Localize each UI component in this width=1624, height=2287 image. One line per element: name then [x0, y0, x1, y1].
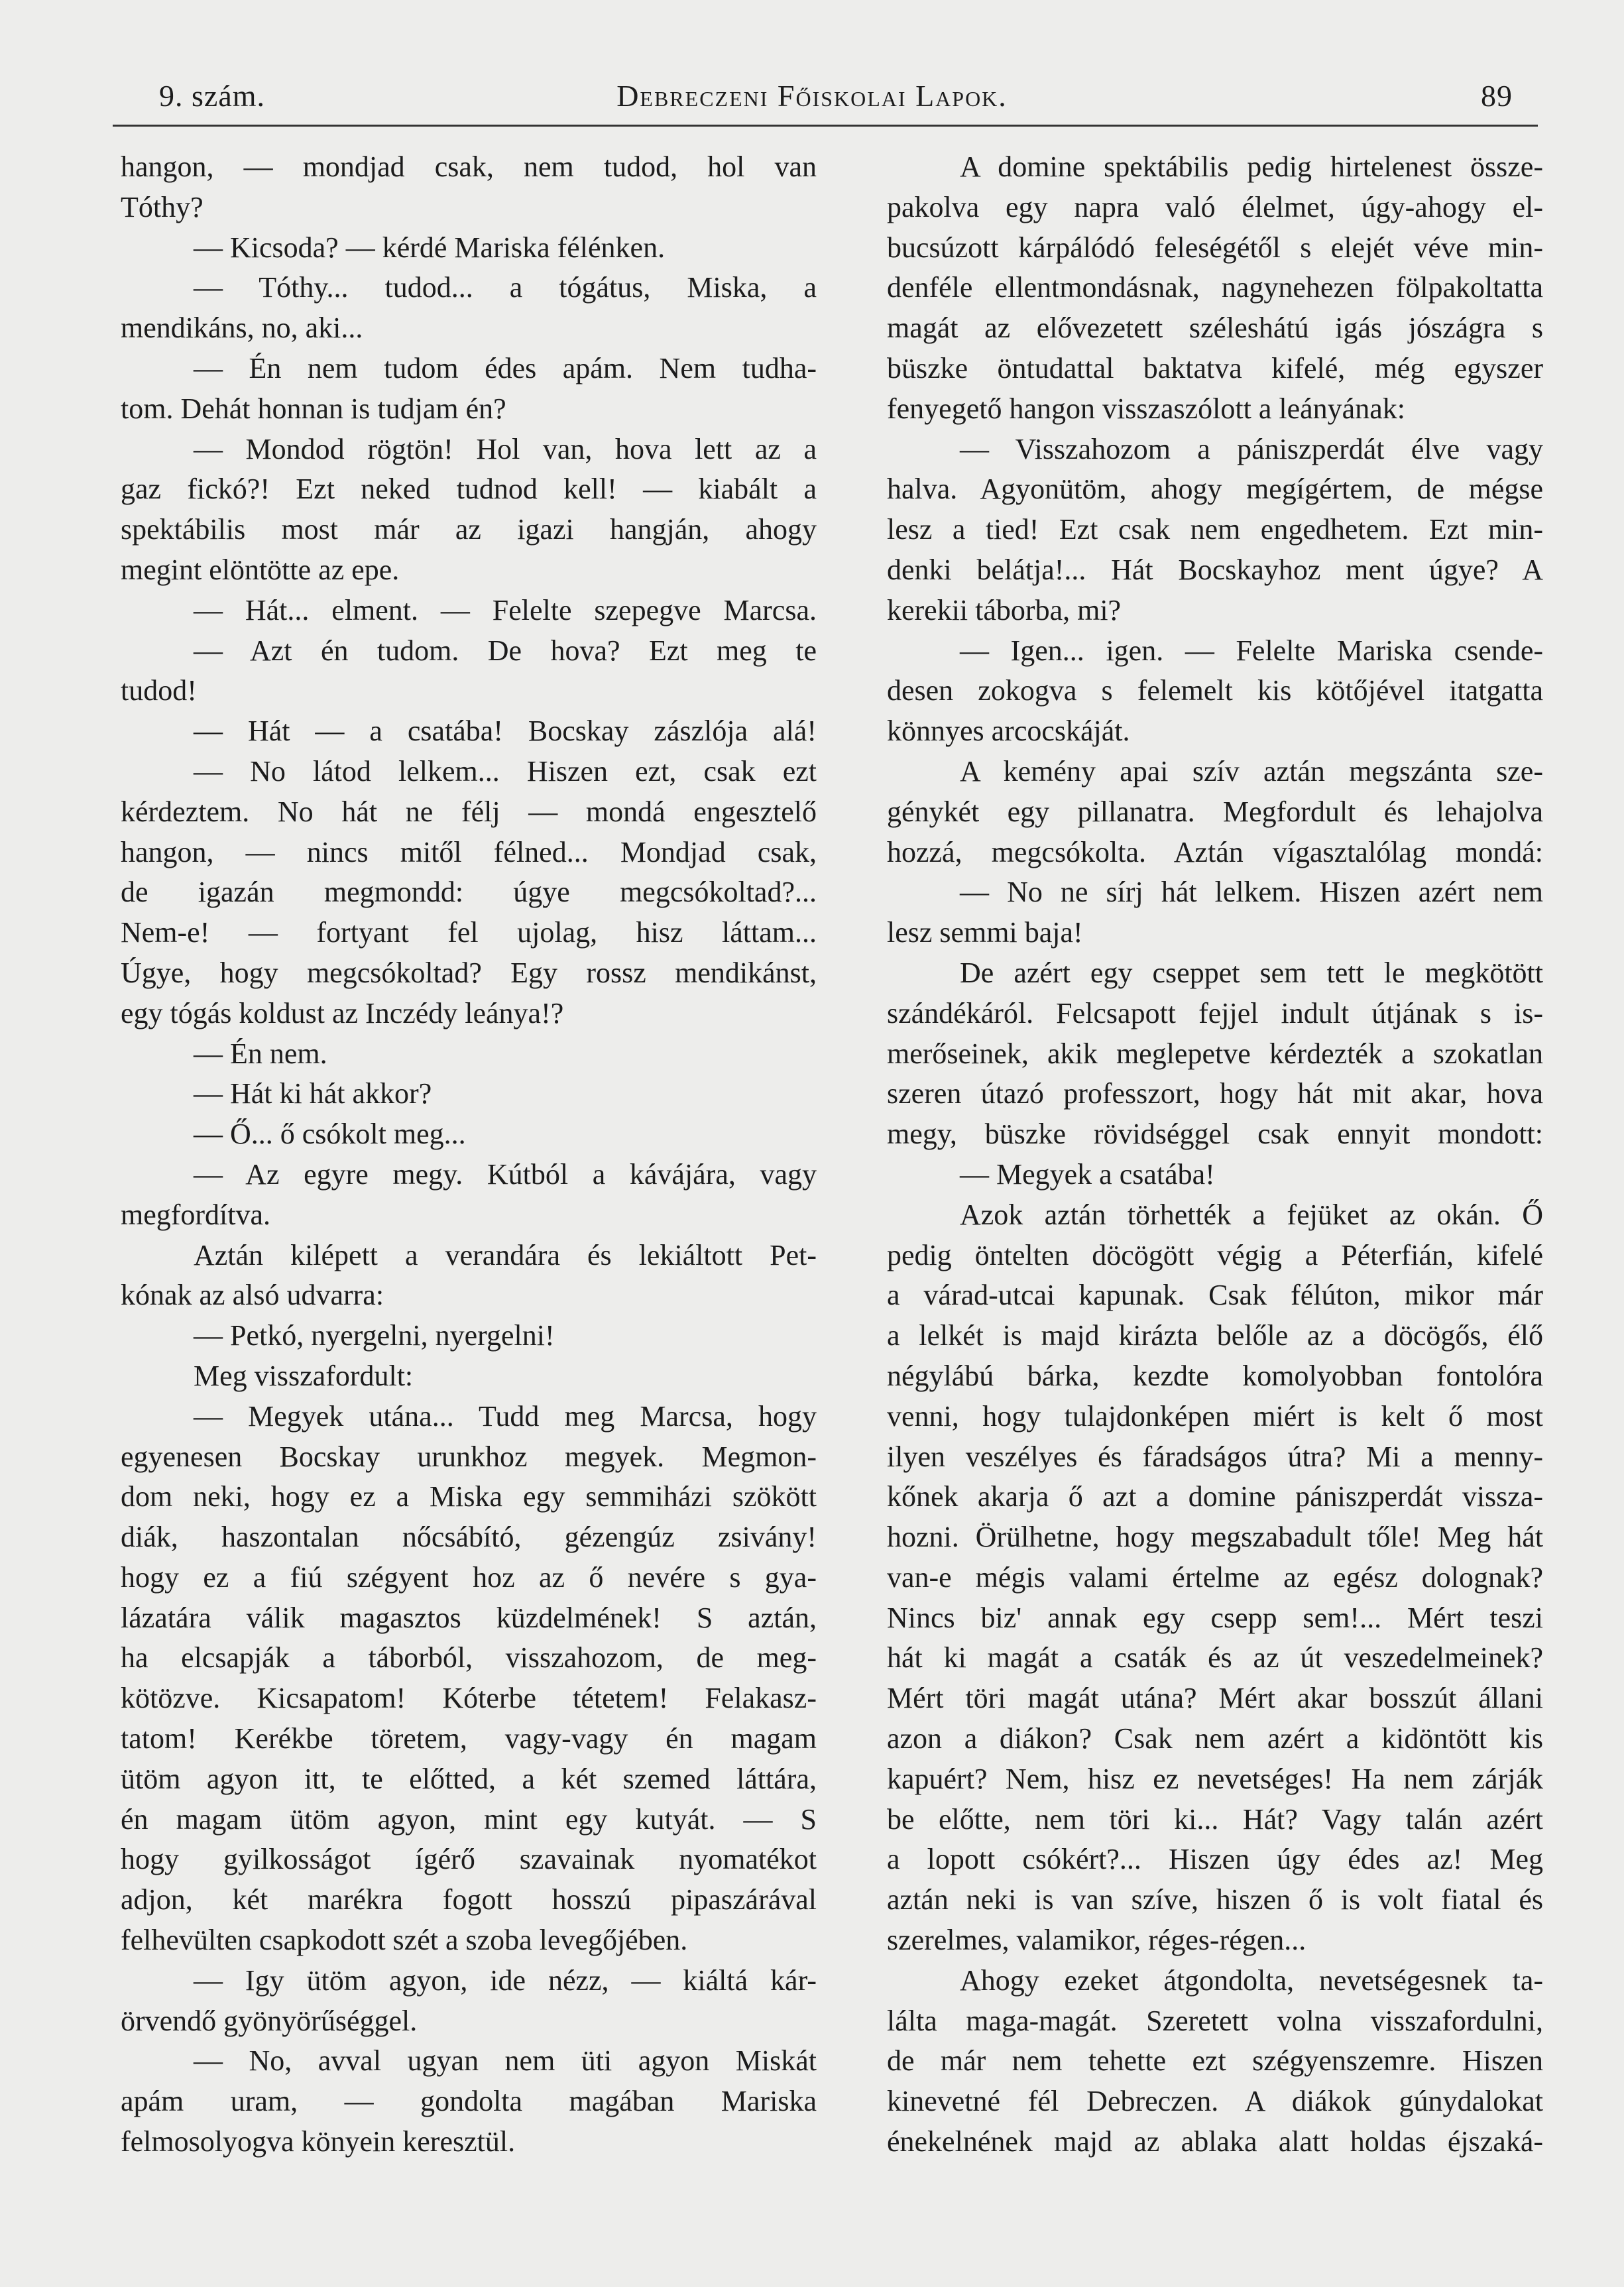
text-line: mendikáns, no, aki...	[121, 312, 363, 345]
text-line: de igazán megmondd: úgye megcsókoltad?...	[121, 876, 817, 909]
text-line: hangon, — nincs mitől félned... Mondjad csak,	[121, 835, 817, 868]
text-line: a lelkét is majd kirázta belőle az a döcögős, élő	[887, 1319, 1543, 1352]
text-line: egy tógás koldust az Inczédy leánya!?	[121, 996, 564, 1029]
text-line: A kemény apai szív aztán megszánta sze-	[960, 754, 1543, 788]
text-line: — Petkó, nyergelni, nyergelni!	[194, 1319, 555, 1352]
text-line: — Az egyre megy. Kútból a kávájára, vagy	[194, 1157, 817, 1191]
text-line: ütöm agyon itt, te előtted, a két szemed láttára,	[121, 1762, 817, 1795]
text-line: Ahogy ezeket átgondolta, nevetségesnek ta-	[960, 1964, 1543, 1997]
text-line: pedig öntelten döcögött végig a Péterfián, kifelé	[887, 1238, 1543, 1271]
text-line: Nincs biz' annak egy csepp sem!... Mért teszi	[887, 1601, 1543, 1634]
text-line: lázatára válik magasztos küzdelmének! S aztán,	[121, 1601, 817, 1634]
text-line: — Kicsoda? — kérdé Mariska félénken.	[194, 231, 666, 264]
text-line: — No ne sírj hát lelkem. Hiszen azért nem	[960, 876, 1543, 909]
text-line: spektábilis most már az igazi hangján, ahogy	[121, 513, 817, 546]
text-line: denki belátja!... Hát Bocskayhoz ment úgye? A	[887, 553, 1543, 586]
text-line: Nem-e! — fortyant fel ujolag, hisz láttam...	[121, 916, 817, 949]
text-line: felhevülten csapkodott szét a szoba levegőjében.	[121, 1924, 688, 1957]
text-line: Tóthy?	[121, 190, 203, 223]
issue-number: 9. szám.	[159, 79, 266, 113]
text-line: aztán neki is van szíve, hiszen ő is volt fiatal és	[887, 1883, 1543, 1916]
text-line: desen zokogva s felemelt kis kötőjével itatgatta	[887, 674, 1543, 707]
text-line: tatom! Kerékbe töretem, vagy-vagy én magam	[121, 1722, 817, 1755]
text-line: halva. Agyonütöm, ahogy megígértem, de mégse	[887, 473, 1543, 506]
text-line: szerelmes, valamikor, réges-régen...	[887, 1924, 1306, 1957]
text-line: Aztán kilépett a verandára és lekiáltott Pet-	[194, 1238, 817, 1271]
text-line: egyenesen Bocskay urunkhoz megyek. Megmon-	[121, 1440, 817, 1473]
text-line: megint elöntötte az epe.	[121, 553, 400, 586]
text-line: örvendő gyönyörűséggel.	[121, 2004, 418, 2037]
text-line: kőnek akarja ő azt a domine pániszperdát vissza-	[887, 1480, 1543, 1513]
text-line: A domine spektábilis pedig hirtelenest össze-	[960, 150, 1543, 183]
text-line: hát ki magát a csaták és az út veszedelmeinek?	[887, 1641, 1543, 1674]
text-line: megy, büszke rövidséggel csak ennyit mondott:	[887, 1118, 1543, 1151]
text-line: diák, haszontalan nőcsábító, gézengúz zsivány!	[121, 1521, 817, 1554]
text-line: — Megyek utána... Tudd meg Marcsa, hogy	[194, 1399, 817, 1433]
text-line: kónak az alsó udvarra:	[121, 1279, 384, 1312]
text-line: be előtte, nem töri ki... Hát? Vagy talán azért	[887, 1802, 1543, 1836]
text-line: bucsúzott kárpálódó feleségétől s elejét véve min-	[887, 231, 1543, 264]
text-line: de már nem tehette ezt szégyenszemre. Hiszen	[887, 2044, 1543, 2078]
text-line: — Hát... elment. — Felelte szepegve Marcsa.	[194, 593, 817, 626]
text-line: venni, hogy tulajdonképen miért is kelt ő most	[887, 1399, 1543, 1433]
text-line: büszke öntudattal baktatva kifelé, még egyszer	[887, 351, 1543, 384]
text-line: azon a diákon? Csak nem azért a kidöntött kis	[887, 1722, 1543, 1755]
page-number: 89	[1481, 79, 1513, 113]
text-line: — Igy ütöm agyon, ide nézz, — kiáltá kár-	[194, 1964, 817, 1997]
text-line: ilyen veszélyes és fáradságos útra? Mi a menny-	[887, 1440, 1543, 1473]
text-line: négylábú bárka, kezdte komolyobban fontolóra	[887, 1359, 1543, 1392]
text-line: dom neki, hogy ez a Miska egy semmiházi szökött	[121, 1480, 817, 1513]
text-line: — No látod lelkem... Hiszen ezt, csak ezt	[194, 754, 817, 788]
text-line: ha elcsapják a táborból, visszahozom, de meg-	[121, 1641, 817, 1674]
text-line: — Én nem.	[194, 1037, 327, 1070]
text-line: Meg visszafordult:	[194, 1359, 414, 1392]
text-line: denféle ellentmondásnak, nagynehezen fölpakoltatta	[887, 271, 1543, 304]
text-line: kötözve. Kicsapatom! Kóterbe tétetem! Felakasz-	[121, 1682, 817, 1715]
text-line: a várad-utcai kapunak. Csak félúton, mikor már	[887, 1279, 1543, 1312]
text-line: szeren útazó professzort, hogy hát mit akar, hova	[887, 1077, 1543, 1110]
text-line: lesz a tied! Ezt csak nem engedhetem. Ezt min-	[887, 513, 1543, 546]
text-line: — Hát — a csatába! Bocskay zászlója alá!	[194, 715, 817, 748]
text-line: fenyegető hangon visszaszólott a leányának:	[887, 392, 1405, 425]
header-rule	[113, 125, 1538, 127]
text-line: — Mondod rögtön! Hol van, hova lett az a	[194, 432, 817, 465]
text-line: lesz semmi baja!	[887, 916, 1083, 949]
text-line: lálta maga-magát. Szeretett volna visszafordulni,	[887, 2004, 1543, 2037]
text-line: kapuért? Nem, hisz ez nevetséges! Ha nem zárják	[887, 1762, 1543, 1795]
left-column	[121, 147, 817, 2162]
text-line: gaz fickó?! Ezt neked tudnod kell! — kiabált a	[121, 473, 817, 506]
text-line: — Igen... igen. — Felelte Mariska csende-	[960, 634, 1543, 667]
text-line: Mért töri magát utána? Mért akar bosszút állani	[887, 1682, 1543, 1715]
text-line: kinevetné fél Debreczen. A diákok gúnydalokat	[887, 2085, 1543, 2118]
text-line: hogy gyilkosságot ígérő szavainak nyomatékot	[121, 1843, 817, 1876]
text-line: — Hát ki hát akkor?	[194, 1077, 432, 1110]
right-column	[887, 147, 1543, 2162]
text-line: hogy ez a fiú szégyent hoz az ő nevére s gya-	[121, 1560, 817, 1594]
text-line: De azért egy cseppet sem tett le megkötött	[960, 956, 1543, 989]
text-line: magát az elővezetett széleshátú igás jószágra s	[887, 312, 1543, 345]
text-line: merőseinek, akik meglepetve kérdezték a szokatlan	[887, 1037, 1543, 1070]
text-line: — Ő... ő csókolt meg...	[194, 1118, 466, 1151]
text-line: én magam ütöm agyon, mint egy kutyát. — S	[121, 1802, 817, 1836]
text-line: Úgye, hogy megcsókoltad? Egy rossz mendikánst,	[121, 956, 817, 989]
text-line: — Tóthy... tudod... a tógátus, Miska, a	[194, 271, 817, 304]
text-line: apám uram, — gondolta magában Mariska	[121, 2085, 817, 2118]
text-line: — Visszahozom a pániszperdát élve vagy	[960, 432, 1543, 465]
text-line: hozzá, megcsókolta. Aztán vígasztalólag mondá:	[887, 835, 1543, 868]
text-line: kérdeztem. No hát ne félj — mondá engesztelő	[121, 795, 817, 828]
text-line: hozni. Örülhetne, hogy megszabadult tőle! Meg hát	[887, 1521, 1543, 1554]
text-line: Azok aztán törhették a fejüket az okán. Ő	[960, 1198, 1543, 1231]
text-line: kerekii táborba, mi?	[887, 593, 1122, 626]
text-line: van-e mégis valami értelme az egész dolognak?	[887, 1560, 1543, 1594]
text-line: — Én nem tudom édes apám. Nem tudha-	[194, 351, 817, 384]
text-line: a lopott csókért?... Hiszen úgy édes az! Meg	[887, 1843, 1543, 1876]
text-line: — No, avval ugyan nem üti agyon Miskát	[194, 2044, 817, 2078]
text-line: énekelnének majd az ablaka alatt holdas éjszaká-	[887, 2125, 1543, 2158]
text-line: hangon, — mondjad csak, nem tudod, hol van	[121, 150, 817, 183]
text-line: pakolva egy napra való élelmet, úgy-ahogy el-	[887, 190, 1543, 223]
text-line: tudod!	[121, 674, 197, 707]
text-line: génykét egy pillanatra. Megfordult és lehajolva	[887, 795, 1543, 828]
text-line: könnyes arcocskáját.	[887, 715, 1130, 748]
text-line: szándékáról. Felcsapott fejjel indult útjának s is-	[887, 996, 1543, 1029]
text-line: megfordítva.	[121, 1198, 271, 1231]
text-line: — Azt én tudom. De hova? Ezt meg te	[194, 634, 817, 667]
text-line: adjon, két marékra fogott hosszú pipaszárával	[121, 1883, 817, 1916]
text-line: — Megyek a csatába!	[960, 1157, 1215, 1191]
text-line: tom. Dehát honnan is tudjam én?	[121, 392, 506, 425]
journal-title: Debreczeni Főiskolai Lapok.	[616, 79, 1008, 113]
text-line: felmosolyogva könyein keresztül.	[121, 2125, 516, 2158]
